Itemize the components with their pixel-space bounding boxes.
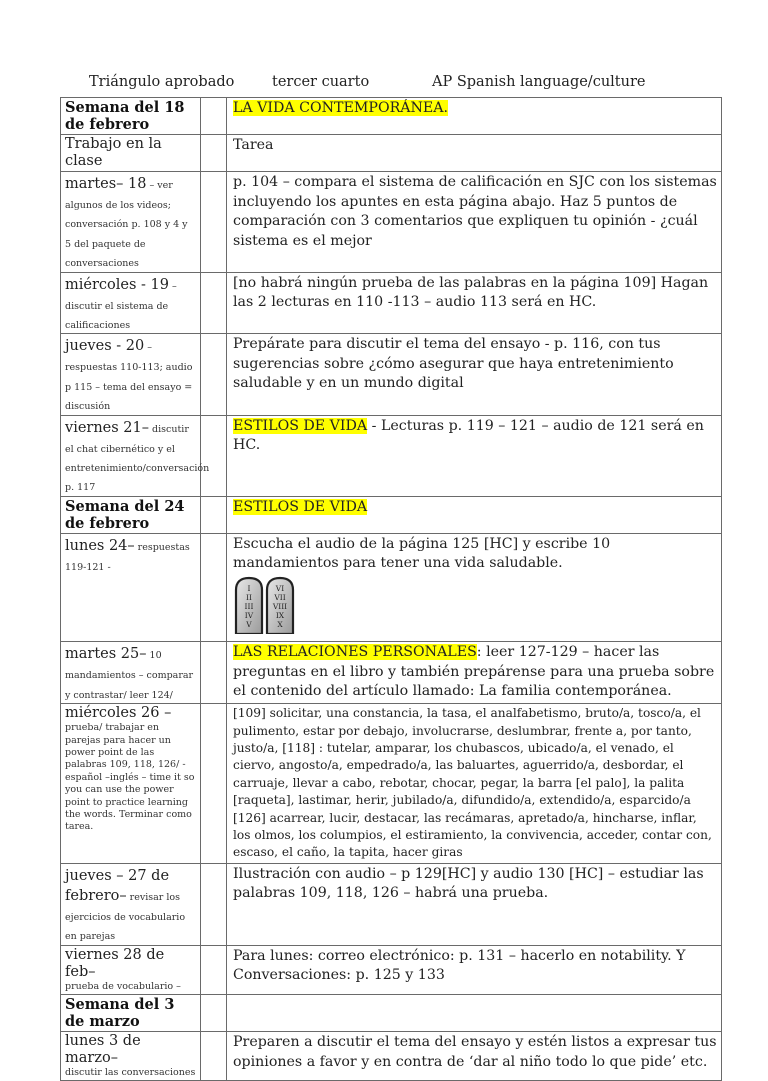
- spacer-cell: [201, 98, 227, 135]
- classwork-note: respuestas 119-121 -: [65, 541, 190, 573]
- classwork-cell: [61, 272, 201, 334]
- week-label: Semana del 18 de febrero: [61, 98, 201, 135]
- day-label: martes– 18: [65, 176, 147, 192]
- classwork-cell: [61, 642, 201, 704]
- spacer-cell: [201, 172, 227, 273]
- vocabulary-list: [109] solicitar, una constancia, la tasa, el analfabetismo, bruto/a, tosco/a, el pulimento, estar por debajo, involucrarse, deslumbrar, frente a, por tanto, justo/a, [118] : tutelar, amparar, los chubascos, ubicado/a, el venado, el ciervo, angosto/a, empedrado/a, las baluartes, aguerrido/a, desbordar, el carruaje, llevar a cabo, rebotar, chocar, pegar, la barra [el palo], la palita [raqueta], lastimar, herir, jubilado/a, difundido/a, extendido/a, esparcido/a [126] acarrear, lucir, destacar, las recámaras, apretado/a, hincharse, inflar, los olmos, los columpios, el estiramiento, la convivencia, acceder, contar con, escaso, el caño, la tapita, hacer giras: [227, 704, 722, 864]
- spacer-cell: [201, 1032, 227, 1081]
- highlighted-unit: LA VIDA CONTEMPORÁNEA.: [233, 100, 449, 116]
- classwork-cell: [61, 1032, 201, 1081]
- classwork-label: Trabajo en la clase: [61, 135, 201, 172]
- svg-text:V: V: [246, 619, 252, 629]
- spacer-cell: [201, 642, 227, 704]
- day-label: lunes 3 de marzo–: [65, 1033, 141, 1067]
- spacer-cell: [201, 704, 227, 864]
- homework-text: Escucha el audio de la página 125 [HC] y escribe 10 mandamientos para tener una vida saludable.: [233, 535, 611, 572]
- week-label: Semana del 24 de febrero: [61, 496, 201, 533]
- classwork-note: prueba/ trabajar en parejas para hacer un power point de las palabras 109, 118, 126/ - español –inglés – time it so you can use the power point to practice learning the words. Terminar como tarea.: [65, 722, 195, 833]
- homework-label: Tarea: [227, 135, 722, 172]
- homework-cell: p. 104 – compara el sistema de calificación en SJC con los sistemas incluyendo los apuntes en esta página abajo. Haz 5 puntos de comparación con 3 comentarios que expliquen tu opinión - ¿cuál sistema es el mejor: [227, 172, 722, 273]
- classwork-cell: [61, 863, 201, 945]
- classwork-cell: [61, 945, 201, 994]
- classwork-note: 10 mandamientos – comparar y contrastar/ leer 124/: [65, 650, 194, 701]
- day-row-martes-18: [61, 172, 722, 273]
- day-row-miercoles-19: [61, 272, 722, 334]
- day-row-viernes-28: [61, 945, 722, 994]
- svg-text:III: III: [244, 601, 254, 611]
- week-row-18-feb: [61, 98, 722, 135]
- homework-cell: [227, 642, 722, 704]
- column-labels-row: [61, 135, 722, 172]
- homework-cell: Ilustración con audio – p 129[HC] y audio 130 [HC] – estudiar las palabras 109, 118, 126 – habrá una prueba.: [227, 863, 722, 945]
- classwork-cell: [61, 172, 201, 273]
- classwork-cell: [61, 533, 201, 642]
- classwork-cell: [61, 334, 201, 415]
- svg-text:II: II: [246, 592, 252, 602]
- svg-text:VIII: VIII: [272, 601, 288, 611]
- classwork-note: prueba de vocabulario –: [65, 980, 181, 992]
- svg-text:X: X: [277, 619, 283, 629]
- day-label: viernes 21–: [65, 419, 150, 436]
- day-row-viernes-21: [61, 415, 722, 496]
- classwork-note: discutir el chat cibernético y el entretenimiento/conversación p. 117: [65, 423, 210, 494]
- homework-text: : leer 127-129 – hacer las preguntas en el libro y también prepárense para una prueba sobre el contenido del artículo llamado: La familia contemporánea.: [233, 644, 715, 700]
- svg-text:I: I: [247, 583, 251, 593]
- schedule-table: [60, 97, 722, 1081]
- day-label: miércoles - 19: [65, 276, 169, 293]
- week-row-24-feb: [61, 496, 722, 533]
- spacer-cell: [201, 533, 227, 642]
- document-header: [0, 74, 768, 94]
- homework-cell: [227, 415, 722, 496]
- day-label: lunes 24–: [65, 537, 135, 554]
- header-quarter: tercer cuarto: [272, 74, 370, 90]
- day-label: viernes 28 de feb–: [65, 946, 165, 980]
- unit-title: [227, 496, 722, 533]
- day-label: miércoles 26 –: [65, 705, 172, 722]
- spacer-cell: [201, 496, 227, 533]
- week-label: Semana del 3 de marzo: [61, 995, 201, 1032]
- highlighted-unit: LAS RELACIONES PERSONALES: [233, 644, 477, 661]
- highlighted-unit: ESTILOS DE VIDA: [233, 417, 368, 434]
- homework-cell: Preparen a discutir el tema del ensayo y estén listos a expresar tus opiniones a favor y en contra de ‘dar al niño todo lo que pide’ etc.: [227, 1032, 722, 1081]
- spacer-cell: [201, 135, 227, 172]
- spacer-cell: [201, 272, 227, 334]
- spacer-cell: [201, 863, 227, 945]
- week-row-3-marzo: [61, 995, 722, 1032]
- day-row-jueves-27: [61, 863, 722, 945]
- spacer-cell: [201, 995, 227, 1032]
- unit-title: [227, 98, 722, 135]
- ten-commandments-icon: [233, 576, 297, 634]
- header-approval: Triángulo aprobado: [89, 74, 235, 90]
- day-row-martes-25: [61, 642, 722, 704]
- svg-text:IV: IV: [244, 610, 254, 620]
- day-row-lunes-24: [61, 533, 722, 642]
- homework-cell: [227, 533, 722, 642]
- classwork-note: discutir las conversaciones: [65, 1067, 196, 1079]
- svg-text:VII: VII: [274, 592, 286, 602]
- highlighted-unit: ESTILOS DE VIDA: [233, 498, 368, 515]
- unit-title: [227, 995, 722, 1032]
- svg-text:VI: VI: [275, 583, 285, 593]
- day-label: martes 25–: [65, 646, 147, 663]
- day-row-lunes-3: [61, 1032, 722, 1081]
- svg-text:IX: IX: [275, 610, 285, 620]
- homework-cell: Prepárate para discutir el tema del ensayo - p. 116, con tus sugerencias sobre ¿cómo asegurar que haya entretenimiento saludable y en un mundo digital: [227, 334, 722, 415]
- classwork-cell: [61, 704, 201, 864]
- classwork-note: revisar los ejercicios de vocabulario en parejas: [65, 891, 186, 943]
- classwork-note: – ver algunos de los videos; conversación p. 108 y 4 y 5 del paquete de conversaciones: [65, 180, 188, 270]
- header-course: AP Spanish language/culture: [432, 74, 646, 90]
- classwork-note: – discutir el sistema de calificaciones: [65, 280, 177, 332]
- day-label: jueves – 27 de febrero–: [65, 867, 170, 904]
- classwork-note: – respuestas 110-113; audio p 115 – tema del ensayo = discusión: [65, 342, 193, 413]
- homework-cell: [no habrá ningún prueba de las palabras en la página 109] Hagan las 2 lecturas en 110 -113 – audio 113 será en HC.: [227, 272, 722, 334]
- day-row-miercoles-26: [61, 704, 722, 864]
- spacer-cell: [201, 945, 227, 994]
- homework-text: - Lecturas p. 119 – 121 – audio de 121 será en HC.: [233, 417, 704, 454]
- classwork-cell: [61, 415, 210, 496]
- day-label: jueves - 20: [65, 338, 145, 355]
- spacer-cell: [201, 334, 227, 415]
- day-row-jueves-20: [61, 334, 722, 415]
- homework-cell: Para lunes: correo electrónico: p. 131 – hacerlo en notability. Y Conversaciones: p. 125 y 133: [227, 945, 722, 994]
